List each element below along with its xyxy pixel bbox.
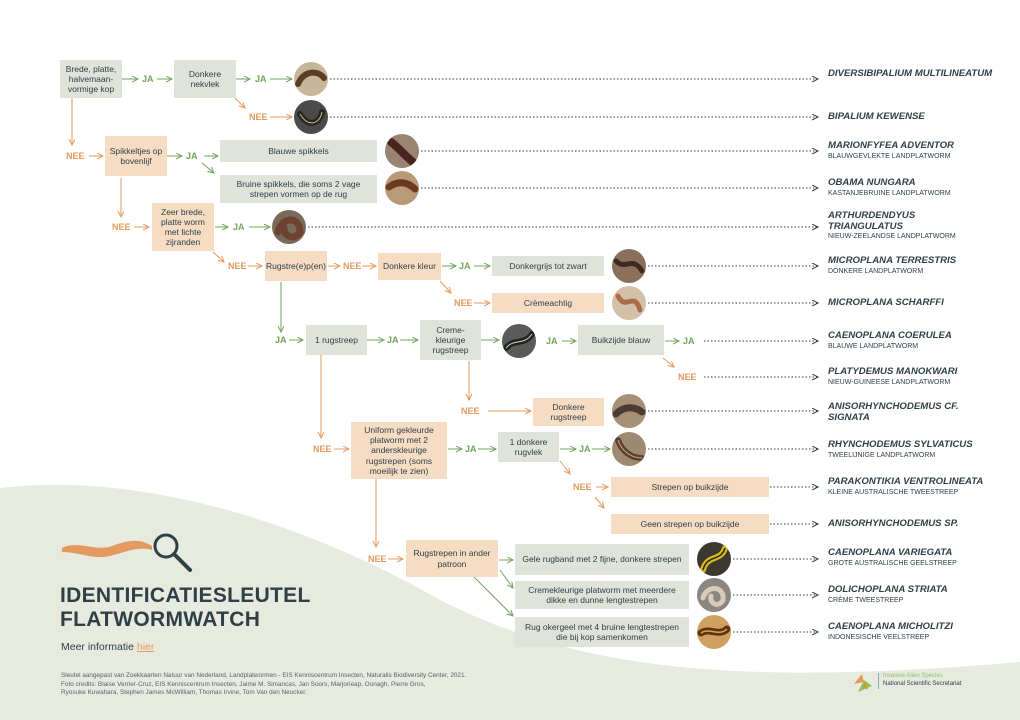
nee-label: NEE: [454, 298, 473, 308]
worm-photo: [697, 542, 731, 576]
species-caenoplana-variegata: [828, 548, 1013, 568]
node-label: Strepen op buikzijde: [651, 481, 729, 492]
species-name: DIVERSIBIPALIUM MULTILINEATUM: [828, 68, 993, 79]
credits-line: Ryosuke Kuwahara, Stephen James McWilliam, Thomas Irvine, Tom Van den Neucker.: [61, 689, 307, 697]
ja-label: JA: [465, 444, 477, 454]
species-name: MARIONFYFEA ADVENTOR: [828, 140, 954, 151]
worm-photo: [612, 286, 646, 320]
more-info: [61, 641, 154, 653]
node-label: Gele rugband met 2 fijne, donkere strepen: [522, 554, 682, 565]
ja-label: JA: [186, 151, 198, 161]
ias-logo-text: [878, 673, 961, 689]
species-name: ANISORHYNCHODEMUS CF. SIGNATA: [828, 401, 959, 423]
node-geen-strepen: [611, 514, 769, 534]
node-rugstrepen: [265, 251, 327, 281]
worm-photo: [385, 134, 419, 168]
node-label: Donkergrijs tot zwart: [509, 260, 587, 271]
node-donkere-rugstreep: [533, 398, 604, 426]
node-label: Crèmeachtig: [523, 297, 573, 308]
species-name: CAENOPLANA MICHOLITZI: [828, 621, 953, 632]
worm-photo: [272, 210, 306, 244]
species-name: OBAMA NUNGARA: [828, 177, 916, 188]
node-label: Rugstre(e)p(en): [266, 260, 326, 271]
species-dolichoplana: [828, 585, 1013, 605]
logo-line-1: Invasive Alien Species: [883, 673, 943, 679]
nee-label: NEE: [112, 222, 131, 232]
worm-photo: [294, 62, 328, 96]
ja-label: JA: [683, 336, 695, 346]
nee-label: NEE: [461, 406, 480, 416]
species-common-name: NIEUW-GUINEESE LANDPLATWORM: [828, 378, 951, 386]
node-cremekleurige-platworm: [515, 581, 689, 609]
node-donkere-nekvlek: [174, 60, 236, 98]
species-name: MICROPLANA TERRESTRIS: [828, 255, 957, 266]
nee-label: NEE: [66, 151, 85, 161]
species-common-name: GROTE AUSTRALISCHE GEELSTREEP: [828, 559, 957, 567]
ja-label: JA: [459, 261, 471, 271]
species-platydemus: [828, 367, 1013, 387]
node-spikkeltjes: [105, 136, 167, 176]
node-label: Donkere kleur: [383, 261, 436, 272]
species-name: MICROPLANA SCHARFFI: [828, 297, 944, 308]
species-name: CAENOPLANA VARIEGATA: [828, 547, 953, 558]
node-gele-rugband: [515, 544, 689, 575]
node-donkere-kleur: [378, 253, 441, 280]
node-label: 1 rugstreep: [315, 334, 358, 345]
node-zeer-brede: [152, 203, 214, 251]
species-anisorhynchodemus-sp: [828, 519, 1013, 530]
species-common-name: TWEELIJNIGE LANDPLATWORM: [828, 451, 936, 459]
species-bipalium: [828, 112, 1013, 123]
logo-line-2: National Scientific Secretariat: [883, 680, 962, 687]
species-common-name: KLEINE AUSTRALISCHE TWEESTREEP: [828, 488, 959, 496]
ja-label: JA: [546, 336, 558, 346]
nee-label: NEE: [343, 261, 362, 271]
credits-line: Sleutel aangepast van Zoekkaarten Natuur van Nederland, Landplatwormen - EIS Kenniscentrum Insecten, Naturalis Biodiversity Center, 2021.: [61, 672, 467, 679]
species-obama: [828, 178, 1013, 198]
node-label: Blauwe spikkels: [268, 145, 329, 156]
node-label: Zeer brede, platte worm met lichte zijranden: [161, 206, 205, 248]
node-label: Rug okergeel met 4 bruine lengtestrepen die bij kop samenkomen: [524, 621, 680, 642]
nee-label: NEE: [313, 444, 332, 454]
species-arthurdendyus: [828, 210, 956, 242]
more-info-text: Meer informatie: [61, 641, 134, 653]
species-caenoplana-coerulea: [828, 331, 1013, 351]
node-label: Uniform gekleurde platworm met 2 anderskleurige rugstrepen (soms moeilijk te zien): [364, 425, 434, 476]
species-rhynchodemus: [828, 440, 1013, 460]
worm-photo: [697, 615, 731, 649]
ias-logo-icon: [852, 672, 874, 694]
credits: [61, 672, 541, 698]
nee-label: NEE: [573, 482, 592, 492]
node-label: Spikkeltjes op bovenlijf: [109, 145, 163, 166]
species-common-name: DONKERE LANDPLATWORM: [828, 267, 924, 275]
node-brede-kop: [60, 60, 122, 98]
species-common-name: CRÈME TWEESTREEP: [828, 596, 904, 604]
node-donkere-rugvlek: [498, 432, 559, 462]
node-1-rugstreep: [306, 325, 367, 355]
node-label: Donkere nekvlek: [188, 68, 222, 89]
ja-label: JA: [387, 335, 399, 345]
node-label: Brede, platte, halvemaan-vormige kop: [65, 63, 117, 94]
ja-label: JA: [579, 444, 591, 454]
nee-label: NEE: [249, 112, 268, 122]
node-label: Cremekleurige platworm met meerdere dikke en dunne lengtestrepen: [528, 584, 676, 605]
nee-label: NEE: [368, 554, 387, 564]
species-marionfyfea: [828, 141, 1013, 161]
species-name: RHYNCHODEMUS SYLVATICUS: [828, 439, 973, 450]
species-microplana-scharffi: [828, 298, 1013, 309]
species-common-name: BLAUWE LANDPLATWORM: [828, 342, 919, 350]
species-caenoplana-micholitzi: [828, 622, 1013, 642]
node-label: Creme-kleurige rugstreep: [432, 324, 469, 355]
title-line-2: FLATWORMWATCH: [60, 607, 261, 631]
species-anisorhynchodemus-signata: [828, 402, 968, 423]
species-name: ARTHURDENDYUS TRIANGULATUS: [828, 210, 916, 232]
species-parakontikia: [828, 477, 1013, 497]
node-strepen-buikzijde: [611, 477, 769, 497]
worm-photo: [385, 171, 419, 205]
species-microplana-terrestris: [828, 256, 1013, 276]
species-common-name: NIEUW-ZEELANDSE LANDPLATWORM: [828, 233, 956, 241]
node-label: Rugstrepen in ander patroon: [413, 548, 491, 569]
node-cremeachtig: [492, 293, 604, 313]
node-label: Bruine spikkels, die soms 2 vage strepen vormen op de rug: [236, 178, 361, 199]
species-name: PARAKONTIKIA VENTROLINEATA: [828, 476, 984, 487]
species-name: PLATYDEMUS MANOKWARI: [828, 366, 958, 377]
species-name: ANISORHYNCHODEMUS SP.: [828, 518, 959, 529]
node-uniform-gekleurd: [351, 422, 447, 479]
node-label: Donkere rugstreep: [550, 401, 587, 422]
nee-label: NEE: [228, 261, 247, 271]
worm-photo: [612, 394, 646, 428]
more-info-link[interactable]: hier: [136, 641, 155, 653]
ja-label: JA: [233, 222, 245, 232]
species-name: BIPALIUM KEWENSE: [828, 111, 925, 122]
worm-photo: [612, 249, 646, 283]
node-cremekleurige-rugstreep: [420, 320, 481, 360]
title-line-1: IDENTIFICATIESLEUTEL: [60, 584, 311, 607]
nee-label: NEE: [678, 372, 697, 382]
credits-line: Foto credits: Blaise Verrier-Cruz, EIS Kenniscentrum Insecten, Jaime M. Simancas, Jan Soors, Marjorieap, Oonagh, Pierre Gros,: [61, 680, 426, 688]
worm-photo: [612, 432, 646, 466]
species-common-name: INDONESISCHE VEELSTREEP: [828, 633, 930, 641]
node-ander-patroon: [406, 540, 498, 577]
ja-label: JA: [255, 74, 267, 84]
node-label: 1 donkere rugvlek: [509, 436, 548, 457]
species-common-name: KASTANJEBRUINE LANDPLATWORM: [828, 189, 951, 197]
worm-photo: [502, 324, 536, 358]
node-label: Buikzijde blauw: [591, 334, 651, 345]
node-buikzijde-blauw: [578, 325, 664, 355]
ja-label: JA: [275, 335, 287, 345]
species-common-name: BLAUWGEVLEKTE LANDPLATWORM: [828, 152, 951, 160]
species-diversibipalium: [828, 69, 1013, 80]
node-rug-okergeel: [515, 617, 689, 647]
page-title: [60, 584, 311, 631]
node-donkergrijs: [492, 256, 604, 276]
ja-label: JA: [142, 74, 154, 84]
worm-photo: [294, 100, 328, 134]
node-bruine-spikkels: [220, 175, 377, 203]
species-name: DOLICHOPLANA STRIATA: [828, 584, 948, 595]
worm-photo: [697, 578, 731, 612]
species-name: CAENOPLANA COERULEA: [828, 330, 952, 341]
node-blauwe-spikkels: [220, 140, 377, 162]
node-label: Geen strepen op buikzijde: [640, 518, 740, 529]
